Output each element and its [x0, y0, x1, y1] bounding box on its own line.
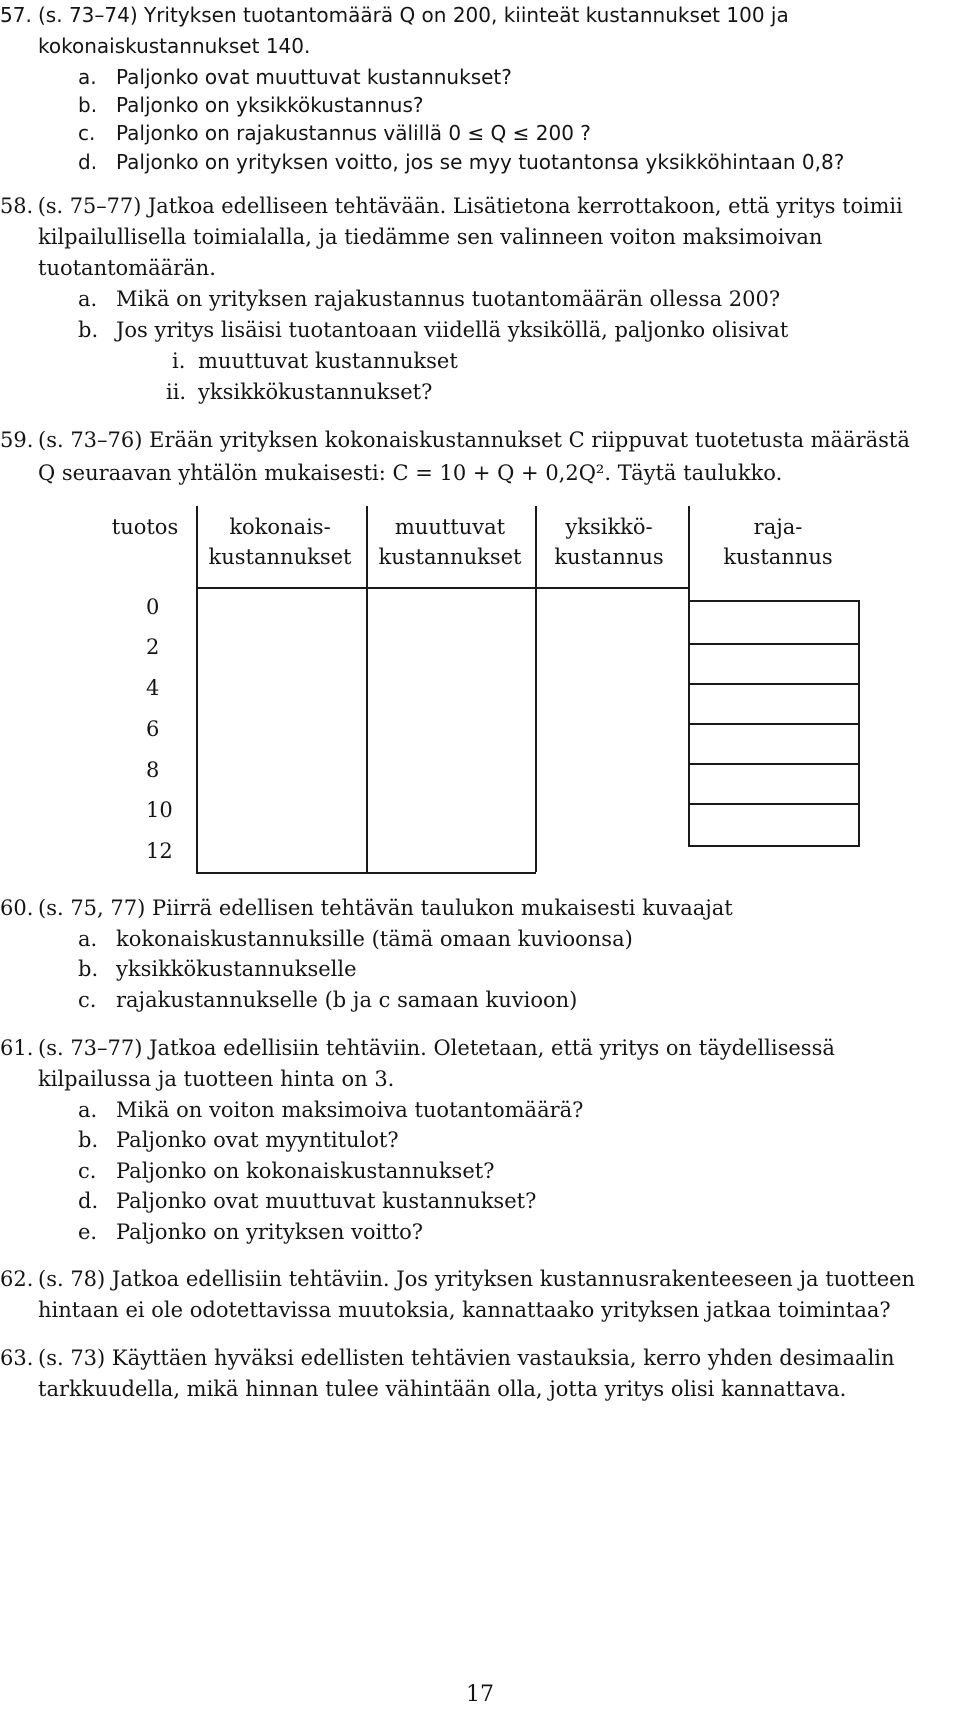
q62-line-1: [0, 1264, 916, 1294]
table-row-value: 10: [146, 798, 173, 822]
marginal-cost-box: [688, 803, 860, 847]
table-rule-v3: [535, 506, 537, 872]
q63-number: 63.: [0, 1346, 34, 1370]
table-row-value: 8: [146, 758, 160, 782]
q60-text-1: (s. 75, 77) Piirrä edellisen tehtävän taulukon mukaisesti kuvaajat: [38, 896, 733, 920]
q62-text-2: hintaan ei ole odotettavissa muutoksia, kannattaako yrityksen jatkaa toimintaa?: [38, 1298, 891, 1322]
table-rule-v2: [366, 506, 368, 872]
table-row-value: 2: [146, 635, 160, 659]
table-header-tuotos: tuotos: [111, 515, 179, 539]
q59-text-1: (s. 73–76) Erään yrityksen kokonaiskustannukset C riippuvat tuotetusta määrästä: [38, 428, 910, 452]
table-rule-bottom: [196, 872, 536, 874]
q58-text-2: kilpailullisella toimialalla, ja tiedämme sen valinneen voiton maksimoivan: [38, 225, 823, 249]
q61-text-2: kilpailussa ja tuotteen hinta on 3.: [38, 1067, 395, 1091]
table-header-rajakustannus: raja- kustannus: [723, 515, 833, 569]
table-rule-header-bottom: [196, 587, 690, 589]
marginal-cost-box: [688, 763, 860, 805]
q57-number: 57.: [0, 3, 32, 27]
page-number: 17: [466, 1682, 494, 1707]
q61-text-1: (s. 73–77) Jatkoa edellisiin tehtäviin. Oletetaan, että yritys on täydellisessä: [38, 1036, 835, 1060]
document-page: 57. (s. 73–74) Yrityksen tuotantomäärä Q on 200, kiinteät kustannukset 100 ja kokonaiskustannukset 140. a. Paljonko ovat muuttuvat kustannukset? b. Paljonko on yksikkökustannus? c. Paljonko on rajakustannus välillä 0 ≤ Q ≤ 200 ? d. Paljonko on yrityksen voitto, jos se myy tuotantonsa yksikköhintaan 0,8? 58. (s. 75–77) Jatkoa edelliseen tehtävään. Lisätietona kerrottakoon, että yritys toimii kilpailullisella toimialalla, ja tiedämme sen valinneen voiton maksimoivan tuotantomäärän. a. Mikä on yrityksen rajakustannus tuotantomäärän ollessa 200? b. Jos yritys lisäisi tuotantoaan viidellä yksiköllä, paljonko olisivat i. muuttuvat kustannukset ii. yksikkökustannukset? 59. (s. 73–76) Erään yrityksen kokonaiskustannukset C riippuvat tuotetusta määrästä Q seuraavan yhtälön mukaisesti: C = 10 + Q + 0,2Q². Täytä taulukko. tuotos kokonais- kustannukset muuttuvat kustannukset yksikkö- kustannus raja- kustannus 0 2 4 6 8 10 12 60. (s. 75, 77) Piirrä edellisen tehtävän taulukon mukaisesti kuvaajat a. kokonaiskustannuksille (tämä omaan kuvioonsa) b. yksikkökustannukselle c. rajakustannukselle (b ja c samaan kuvioon) 61. (s. 73–77) Jatkoa edellisiin tehtäviin. Oletetaan, että yritys on täydellisessä kilpailussa ja tuotteen hinta on 3. a. Mikä on voiton maksimoiva tuotantomäärä? b. Paljonko ovat myyntitulot? c. Paljonko on kokonaiskustannukset? d. Paljonko ovat muuttuvat kustannukset? e. Paljonko on yrityksen voitto? 62. (s. 78) Jatkoa edellisiin tehtäviin. Jos yrityksen kustannusrakenteeseen ja tuotteen hintaan ei ole odotettavissa muutoksia, kannattaako yrityksen jatkaa toimintaa? 63. (s. 73) Käyttäen hyväksi edellisten tehtävien vastauksia, kerro yhden desimaalin tarkkuudella, mikä hinnan tulee vähintään olla, jotta yritys olisi kannattava. 17: [0, 0, 960, 1714]
q62-number: 62.: [0, 1267, 34, 1291]
q58-text-3: tuotantomäärän.: [38, 256, 216, 280]
table-header-muuttuvat: muuttuvat kustannukset: [378, 515, 522, 569]
q57-text-2: kokonaiskustannukset 140.: [38, 34, 311, 58]
q58-line-1: [0, 191, 952, 221]
q60-number: 60.: [0, 896, 34, 920]
q60-line-1: [0, 893, 733, 923]
q59-number: 59.: [0, 428, 34, 452]
q62-text-1: (s. 78) Jatkoa edellisiin tehtäviin. Jos yrityksen kustannusrakenteeseen ja tuotteen: [38, 1267, 916, 1291]
q59-text-2: Q seuraavan yhtälön mukaisesti: C = 10 + Q + 0,2Q². Täytä taulukko.: [38, 461, 783, 485]
q57-text-1: (s. 73–74) Yrityksen tuotantomäärä Q on 200, kiinteät kustannukset 100 ja: [38, 3, 789, 27]
table-row-value: 12: [146, 839, 173, 863]
q57-line-1: [0, 0, 789, 30]
q63-text-2: tarkkuudella, mikä hinnan tulee vähintään olla, jotta yritys olisi kannattava.: [38, 1377, 847, 1401]
table-header-yksikkokustannus: yksikkö- kustannus: [554, 515, 664, 569]
q61-line-1: [0, 1033, 835, 1063]
q59-line-1: [0, 425, 910, 455]
table-row-value: 4: [146, 676, 160, 700]
marginal-cost-box: [688, 723, 860, 765]
table-rule-v1: [196, 506, 198, 872]
table-row-value: 0: [146, 595, 160, 619]
q63-text-1: (s. 73) Käyttäen hyväksi edellisten tehtävien vastauksia, kerro yhden desimaalin: [38, 1346, 895, 1370]
marginal-cost-box: [688, 643, 860, 685]
q61-number: 61.: [0, 1036, 34, 1060]
q58-text-1: (s. 75–77) Jatkoa edelliseen tehtävään. Lisätietona kerrottakoon, että yritys toimii: [37, 194, 903, 218]
q63-line-1: [0, 1343, 895, 1373]
table-row-value: 6: [146, 717, 160, 741]
q58-number: 58.: [0, 194, 34, 218]
marginal-cost-box: [688, 600, 860, 645]
marginal-cost-box: [688, 683, 860, 725]
table-header-kokonaiskustannukset: kokonais- kustannukset: [208, 515, 352, 569]
